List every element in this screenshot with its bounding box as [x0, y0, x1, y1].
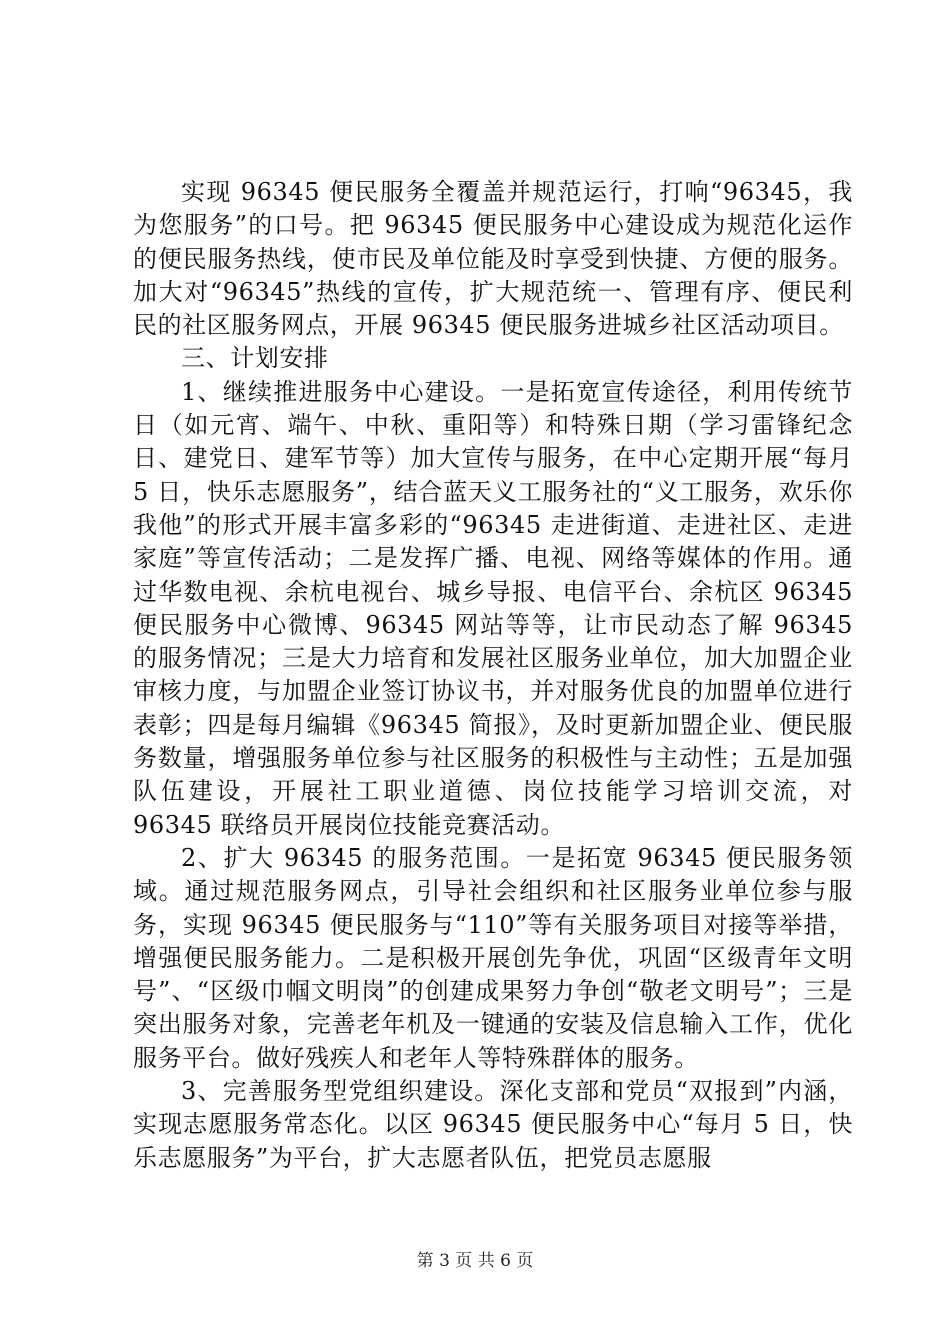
- paragraph-goal: 实现 96345 便民服务全覆盖并规范运行，打响“96345，我为您服务”的口号。把 96345 便民服务中心建设成为规范化运作的便民服务热线，使市民及单位能及时享受到快捷、方便的服务。加大对“96345”热线的宣传，扩大规范统一、管理有序、便民利民的社区服务网点，开展 96345 便民服务进城乡社区活动项目。: [133, 178, 853, 340]
- paragraph-item-2: 2、扩大 96345 的服务范围。一是拓宽 96345 便民服务领域。通过规范服务网点，引导社会组织和社区服务业单位参与服务，实现 96345 便民服务与“110”等有关服务项目对接等举措，增强便民服务能力。二是积极开展创先争优，巩固“区级青年文明号”、“区级巾帼文明岗”的创建成果努力争创“敬老文明号”；三是突出服务对象，完善老年机及一键通的安装及信息输入工作，优化服务平台。做好残疾人和老年人等特殊群体的服务。: [133, 843, 853, 1072]
- paragraph-item-3: 3、完善服务型党组织建设。深化支部和党员“双报到”内涵，实现志愿服务常态化。以区 96345 便民服务中心“每月 5 日，快乐志愿服务”为平台，扩大志愿者队伍，把党员志愿服: [133, 1077, 853, 1172]
- page-footer: 第 3 页 共 6 页: [416, 1251, 534, 1271]
- section-heading-plan: 三、计划安排: [181, 344, 329, 373]
- paragraph-item-1: 1、继续推进服务中心建设。一是拓宽宣传途径，利用传统节日（如元宵、端午、中秋、重阳等）和特殊日期（学习雷锋纪念日、建党日、建军节等）加大宣传与服务，在中心定期开展“每月 5 日，快乐志愿服务”，结合蓝天义工服务社的“义工服务，欢乐你我他”的形式开展丰富多彩的“96345 走进街道、走进社区、走进家庭”等宣传活动；二是发挥广播、电视、网络等媒体的作用。通过华数电视、余杭电视台、城乡导报、电信平台、余杭区 96345 便民服务中心微博、96345 网站等等，让市民动态了解 96345 的服务情况；三是大力培育和发展社区服务业单位，加大加盟企业审核力度，与加盟企业签订协议书，并对服务优良的加盟单位进行表彰；四是每月编辑《96345 简报》，及时更新加盟企业、便民服务数量，增强服务单位参与社区服务的积极性与主动性；五是加强队伍建设，开展社工职业道德、岗位技能学习培训交流，对 96345 联络员开展岗位技能竞赛活动。: [133, 377, 853, 839]
- document-body: [133, 176, 853, 1175]
